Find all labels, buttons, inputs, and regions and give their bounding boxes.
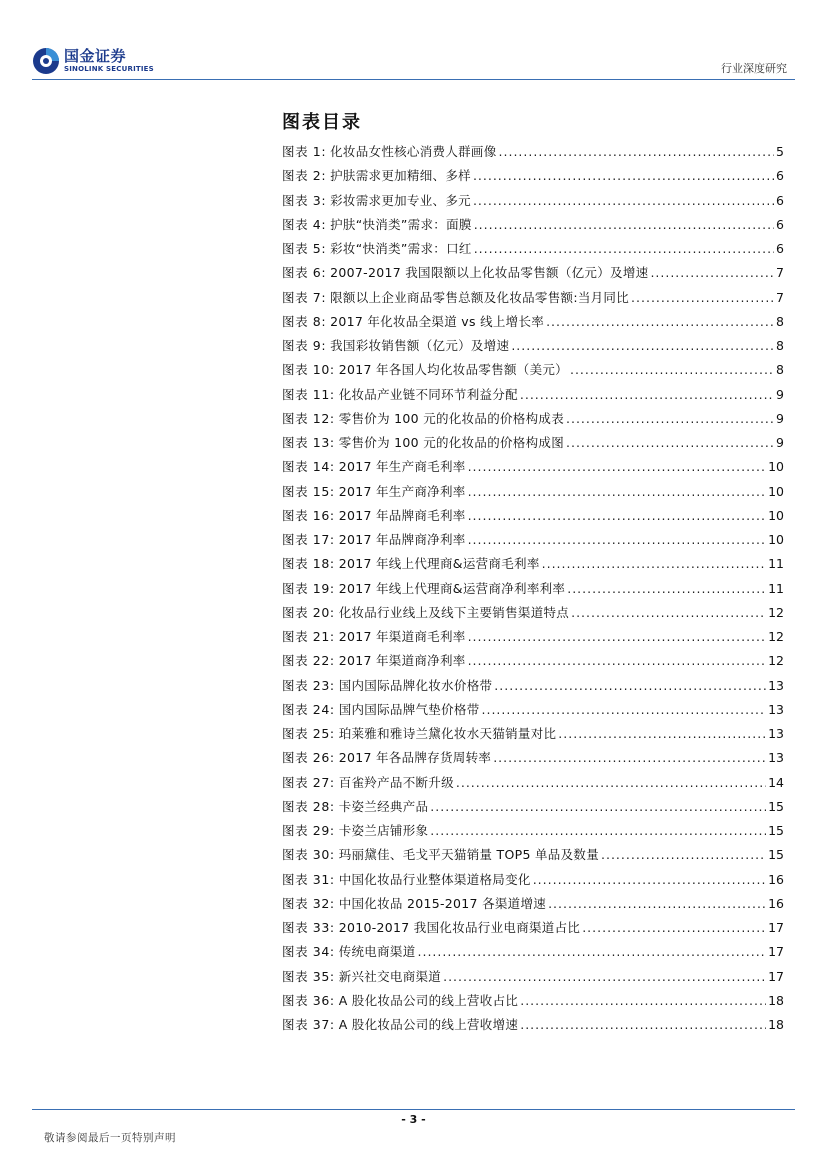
toc-entry-title: 玛丽黛佳、毛戈平天猫销量 TOP5 单品及数量 (338, 847, 599, 863)
toc-entry-label: 图表 13: (282, 435, 335, 450)
toc-entry-page: 17 (768, 944, 784, 960)
toc-entry[interactable] (282, 918, 784, 942)
toc-entry-page: 15 (768, 823, 784, 838)
toc-entry-title: 护肤“快消类”需求：面膜 (330, 216, 472, 232)
toc-entry-page: 10 (768, 459, 784, 475)
toc-entry[interactable] (282, 336, 784, 360)
toc-entry-title: 零售价为 100 元的化妆品的价格构成图 (338, 435, 564, 450)
toc-entry-page: 6 (776, 168, 784, 184)
toc-entry[interactable] (282, 433, 784, 457)
toc-entry-title: 零售价为 100 元的化妆品的价格构成表 (338, 410, 564, 426)
toc-entry-page: 9 (776, 435, 784, 450)
toc-dot-leader (493, 750, 766, 765)
toc-entry[interactable] (282, 797, 784, 821)
page-number: - 3 - (401, 1113, 426, 1126)
toc-entry-label: 图表 16: (282, 507, 335, 523)
toc-entry[interactable] (282, 142, 784, 166)
toc-entry[interactable] (282, 748, 784, 772)
toc-entry-label: 图表 24: (282, 701, 335, 717)
toc-entry-page: 13 (768, 750, 784, 766)
toc-entry-label: 图表 32: (282, 895, 335, 911)
toc-entry[interactable] (282, 191, 784, 215)
toc-entry[interactable] (282, 312, 784, 336)
toc-entry[interactable] (282, 385, 784, 409)
toc-entry-page: 9 (776, 386, 784, 402)
toc-entry-title: 化妆品产业链不同环节利益分配 (338, 386, 518, 402)
toc-dot-leader (520, 387, 774, 402)
toc-entry-title: 化妆品女性核心消费人群画像 (330, 144, 497, 159)
toc-entry-title: 卡姿兰店铺形象 (338, 823, 429, 838)
toc-entry-label: 图表 28: (282, 798, 335, 814)
toc-entry-label: 图表 25: (282, 726, 335, 741)
toc-entry-title: 护肤需求更加精细、多样 (330, 168, 471, 184)
toc-entry[interactable] (282, 482, 784, 506)
toc-dot-leader (650, 265, 774, 280)
toc-entry[interactable] (282, 676, 784, 700)
toc-dot-leader (456, 775, 766, 790)
page-header (0, 0, 827, 82)
toc-entry-page: 11 (768, 556, 784, 572)
toc-entry[interactable] (282, 942, 784, 966)
toc-entry-label: 图表 31: (282, 871, 335, 887)
toc-entry-title: A 股化妆品公司的线上营收增速 (338, 1017, 519, 1032)
toc-entry-label: 图表 30: (282, 847, 335, 863)
toc-entry[interactable] (282, 700, 784, 724)
toc-entry[interactable] (282, 870, 784, 894)
toc-entry-page: 7 (776, 265, 784, 281)
toc-entry[interactable] (282, 457, 784, 481)
toc-entry[interactable] (282, 579, 784, 603)
toc-entry-title: 中国化妆品 2015-2017 各渠道增速 (338, 895, 547, 911)
toc-entry-page: 18 (768, 1017, 784, 1032)
toc-entry-page: 11 (768, 580, 784, 596)
toc-entry[interactable] (282, 603, 784, 627)
company-logo (32, 47, 154, 75)
toc-entry[interactable] (282, 845, 784, 869)
toc-entry-page: 8 (776, 313, 784, 329)
toc-entry-title: 2017 年线上代理商&运营商净利率利率 (338, 580, 566, 596)
toc-dot-leader (468, 532, 767, 547)
toc-entry-label: 图表 18: (282, 556, 335, 572)
toc-entry-page: 17 (768, 968, 784, 984)
toc-entry-title: 传统电商渠道 (338, 944, 416, 960)
toc-entry-page: 15 (768, 798, 784, 814)
toc-entry-page: 10 (768, 483, 784, 499)
toc-entry-title: 2017 年生产商净利率 (338, 483, 466, 499)
toc-entry[interactable] (282, 967, 784, 991)
toc-entry-title: 彩妆“快消类”需求：口红 (330, 241, 472, 256)
toc-entry-title: 国内国际品牌化妆水价格带 (338, 677, 493, 693)
toc-entry-page: 17 (768, 920, 784, 935)
toc-entry[interactable] (282, 166, 784, 190)
toc-dot-leader (499, 144, 775, 159)
toc-entry-label: 图表 35: (282, 968, 335, 984)
toc-entry[interactable] (282, 360, 784, 384)
toc-dot-leader (567, 581, 766, 596)
toc-entry-page: 7 (776, 289, 784, 305)
toc-entry-label: 图表 8: (282, 313, 327, 329)
toc-entry-page: 13 (768, 677, 784, 693)
toc-entry-label: 图表 22: (282, 653, 335, 669)
toc-entry-title: 彩妆需求更加专业、多元 (330, 192, 471, 208)
toc-entry[interactable] (282, 506, 784, 530)
disclaimer-text: 敬请参阅最后一页特别声明 (44, 1132, 176, 1144)
toc-dot-leader (474, 241, 774, 256)
toc-dot-leader (418, 944, 767, 959)
logo-chinese-name: 国金证券 (64, 47, 127, 65)
toc-entry-label: 图表 15: (282, 483, 335, 499)
toc-entry-page: 10 (768, 507, 784, 523)
toc-entry-label: 图表 20: (282, 604, 335, 620)
toc-entry-label: 图表 19: (282, 580, 335, 596)
toc-dot-leader (468, 508, 767, 523)
toc-dot-leader (474, 217, 774, 232)
toc-entry-page: 9 (776, 410, 784, 426)
toc-entry-label: 图表 36: (282, 992, 335, 1008)
toc-entry-label: 图表 29: (282, 823, 335, 838)
toc-dot-leader (468, 629, 767, 644)
toc-dot-leader (601, 847, 766, 862)
logo-mark-icon (32, 47, 60, 75)
footer-divider (32, 1109, 795, 1110)
toc-entry-label: 图表 11: (282, 386, 335, 402)
toc-entry-label: 图表 27: (282, 774, 335, 790)
toc-entry-title: 2017 年化妆品全渠道 vs 线上增长率 (330, 313, 545, 329)
toc-entry-page: 12 (768, 653, 784, 669)
toc-entry-label: 图表 2: (282, 168, 327, 184)
toc-entry-title: 我国彩妆销售额（亿元）及增速 (330, 338, 510, 353)
toc-entry[interactable] (282, 773, 784, 797)
toc-entry-label: 图表 4: (282, 216, 327, 232)
toc-entry-label: 图表 23: (282, 677, 335, 693)
toc-dot-leader (533, 872, 766, 887)
toc-dot-leader (468, 459, 767, 474)
toc-entry[interactable] (282, 724, 784, 748)
toc-entry-page: 13 (768, 701, 784, 717)
toc-entry-title: 2017 年线上代理商&运营商毛利率 (338, 556, 540, 572)
toc-dot-leader (548, 896, 766, 911)
toc-dot-leader (473, 193, 774, 208)
toc-entry-title: 2017 年渠道商毛利率 (338, 629, 466, 644)
toc-dot-leader (520, 1017, 766, 1032)
toc-entry-page: 6 (776, 216, 784, 232)
toc-entry-label: 图表 26: (282, 750, 335, 766)
toc-entry-page: 5 (776, 144, 784, 159)
toc-dot-leader (468, 484, 767, 499)
toc-entry[interactable] (282, 288, 784, 312)
logo-english-name: SINOLINK SECURITIES (64, 65, 154, 73)
toc-entry-label: 图表 17: (282, 532, 335, 547)
toc-dot-leader (582, 920, 766, 935)
toc-entry-label: 图表 6: (282, 265, 327, 281)
toc-dot-leader (566, 411, 774, 426)
toc-entry-label: 图表 21: (282, 629, 335, 644)
report-type-label: 行业深度研究 (721, 62, 787, 75)
toc-entry-title: 2017 年生产商毛利率 (338, 459, 466, 475)
toc-dot-leader (570, 362, 774, 377)
toc-entry-label: 图表 34: (282, 944, 335, 960)
toc-entry-title: 化妆品行业线上及线下主要销售渠道特点 (338, 604, 570, 620)
toc-entry-title: 百雀羚产品不断升级 (338, 774, 454, 790)
toc-dot-leader (511, 338, 774, 353)
toc-entry-title: 限额以上企业商品零售总额及化妆品零售额:当月同比 (330, 289, 630, 305)
toc-dot-leader (443, 969, 766, 984)
toc-entry[interactable] (282, 554, 784, 578)
toc-entry-label: 图表 9: (282, 338, 327, 353)
toc-entry-title: 2017 年品牌商净利率 (338, 532, 466, 547)
toc-entry-title: 珀莱雅和雅诗兰黛化妆水天猫销量对比 (338, 726, 557, 741)
toc-dot-leader (430, 799, 766, 814)
toc-list (282, 142, 784, 1039)
toc-entry-page: 16 (768, 871, 784, 887)
toc-entry[interactable] (282, 651, 784, 675)
toc-entry-title: 中国化妆品行业整体渠道格局变化 (338, 871, 531, 887)
toc-entry-label: 图表 37: (282, 1017, 335, 1032)
toc-entry-page: 12 (768, 604, 784, 620)
toc-entry-label: 图表 3: (282, 192, 327, 208)
toc-entry-page: 8 (776, 338, 784, 353)
toc-entry-title: 新兴社交电商渠道 (338, 968, 442, 984)
toc-dot-leader (542, 556, 766, 571)
toc-entry-page: 14 (768, 774, 784, 790)
toc-dot-leader (566, 435, 774, 450)
toc-dot-leader (473, 168, 774, 183)
header-divider (32, 79, 795, 80)
toc-dot-leader (631, 290, 774, 305)
toc-entry[interactable] (282, 627, 784, 651)
toc-entry[interactable] (282, 894, 784, 918)
toc-entry-page: 8 (776, 362, 784, 378)
toc-dot-leader (546, 314, 774, 329)
toc-entry[interactable] (282, 530, 784, 554)
toc-entry[interactable] (282, 239, 784, 263)
toc-entry-page: 6 (776, 192, 784, 208)
toc-entry[interactable] (282, 1015, 784, 1039)
toc-entry-title: 2017 年各国人均化妆品零售额（美元） (338, 362, 568, 378)
toc-entry[interactable] (282, 409, 784, 433)
toc-entry-label: 图表 33: (282, 920, 335, 935)
toc-entry[interactable] (282, 215, 784, 239)
toc-dot-leader (482, 702, 767, 717)
toc-entry-page: 18 (768, 992, 784, 1008)
toc-entry-title: 2017 年渠道商净利率 (338, 653, 466, 669)
toc-entry-page: 15 (768, 847, 784, 863)
toc-entry-label: 图表 7: (282, 289, 327, 305)
toc-entry-title: 2010-2017 我国化妆品行业电商渠道占比 (338, 920, 581, 935)
toc-dot-leader (494, 678, 766, 693)
toc-entry-title: 2017 年品牌商毛利率 (338, 507, 466, 523)
toc-entry-label: 图表 10: (282, 362, 335, 378)
toc-entry[interactable] (282, 821, 784, 845)
toc-entry-title: 2017 年各品牌存货周转率 (338, 750, 492, 766)
toc-entry[interactable] (282, 263, 784, 287)
toc-entry-title: 卡姿兰经典产品 (338, 798, 429, 814)
toc-entry-page: 12 (768, 629, 784, 644)
toc-dot-leader (571, 605, 766, 620)
toc-entry[interactable] (282, 991, 784, 1015)
toc-entry-label: 图表 1: (282, 144, 327, 159)
toc-entry-title: A 股化妆品公司的线上营收占比 (338, 992, 519, 1008)
toc-entry-page: 13 (768, 726, 784, 741)
toc-entry-page: 6 (776, 241, 784, 256)
toc-entry-page: 10 (768, 532, 784, 547)
toc-dot-leader (430, 823, 766, 838)
toc-entry-title: 国内国际品牌气垫价格带 (338, 701, 480, 717)
toc-title: 图表目录 (282, 112, 362, 133)
toc-entry-label: 图表 14: (282, 459, 335, 475)
toc-dot-leader (520, 993, 766, 1008)
toc-entry-page: 16 (768, 895, 784, 911)
toc-dot-leader (558, 726, 766, 741)
toc-entry-label: 图表 5: (282, 241, 327, 256)
toc-entry-label: 图表 12: (282, 410, 335, 426)
toc-dot-leader (468, 653, 767, 668)
toc-entry-title: 2007-2017 我国限额以上化妆品零售额（亿元）及增速 (330, 265, 649, 281)
